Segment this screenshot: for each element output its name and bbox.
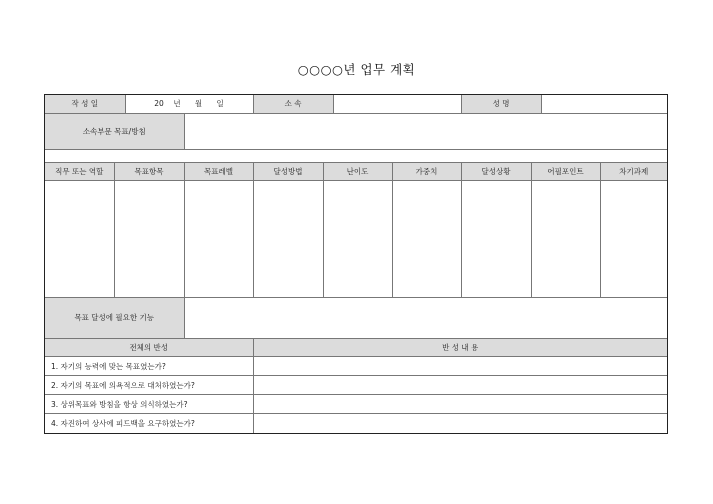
info-table — [45, 95, 667, 114]
difficulty-cell[interactable] — [323, 181, 392, 298]
col-header-role: 직무 또는 역할 — [45, 163, 114, 181]
col-header-goal-level: 목표레벨 — [184, 163, 253, 181]
goal-item-cell[interactable] — [114, 181, 184, 298]
dept-goal-field[interactable] — [184, 114, 667, 150]
spacer-table — [45, 150, 667, 163]
page-title: ○○○○년 업무 계획 — [297, 62, 416, 77]
status-cell[interactable] — [461, 181, 531, 298]
role-cell[interactable] — [45, 181, 114, 298]
date-year: 20 — [154, 99, 164, 109]
review-answer-field[interactable] — [253, 357, 667, 376]
goal-level-cell[interactable] — [184, 181, 253, 298]
date-month-unit: 월 — [194, 99, 203, 109]
skills-table — [45, 298, 667, 339]
review-question: 4. 자진하여 상사에 피드백을 요구하였는가? — [45, 414, 253, 433]
col-header-goal-item: 목표항목 — [114, 163, 184, 181]
col-header-weight: 가중치 — [392, 163, 461, 181]
work-plan-form — [44, 94, 668, 434]
name-field[interactable] — [541, 95, 667, 113]
skills-field[interactable] — [184, 298, 667, 338]
date-year-unit: 년 — [173, 99, 181, 109]
goals-table — [45, 163, 667, 299]
method-cell[interactable] — [253, 181, 323, 298]
skills-label: 목표 달성에 필요한 기능 — [45, 298, 184, 338]
weight-cell[interactable] — [392, 181, 461, 298]
next-task-cell[interactable] — [600, 181, 667, 298]
review-question: 1. 자기의 능력에 맞는 목표였는가? — [45, 357, 253, 376]
appeal-cell[interactable] — [531, 181, 600, 298]
date-label: 작 성 일 — [45, 95, 125, 113]
review-answer-field[interactable] — [253, 376, 667, 395]
review-question: 3. 상위목표와 방침을 항상 의식하였는가? — [45, 395, 253, 414]
review-answer-field[interactable] — [253, 395, 667, 414]
col-header-status: 달성상황 — [461, 163, 531, 181]
date-field[interactable] — [125, 95, 253, 113]
review-question: 2. 자기의 목표에 의욕적으로 대처하였는가? — [45, 376, 253, 395]
spacer-row — [45, 150, 667, 162]
col-header-difficulty: 난이도 — [323, 163, 392, 181]
review-answer-field[interactable] — [253, 414, 667, 433]
col-header-appeal: 어필포인트 — [531, 163, 600, 181]
name-label: 성 명 — [461, 95, 541, 113]
review-table — [45, 339, 667, 433]
review-right-header: 반 성 내 용 — [253, 339, 667, 357]
dept-label: 소 속 — [253, 95, 333, 113]
dept-goal-table — [45, 114, 667, 151]
date-day-unit: 일 — [216, 99, 224, 109]
dept-field[interactable] — [333, 95, 461, 113]
col-header-next-task: 차기과제 — [600, 163, 667, 181]
col-header-method: 달성방법 — [253, 163, 323, 181]
review-left-header: 전체의 반성 — [45, 339, 253, 357]
dept-goal-label: 소속부문 목표/방침 — [45, 114, 184, 150]
